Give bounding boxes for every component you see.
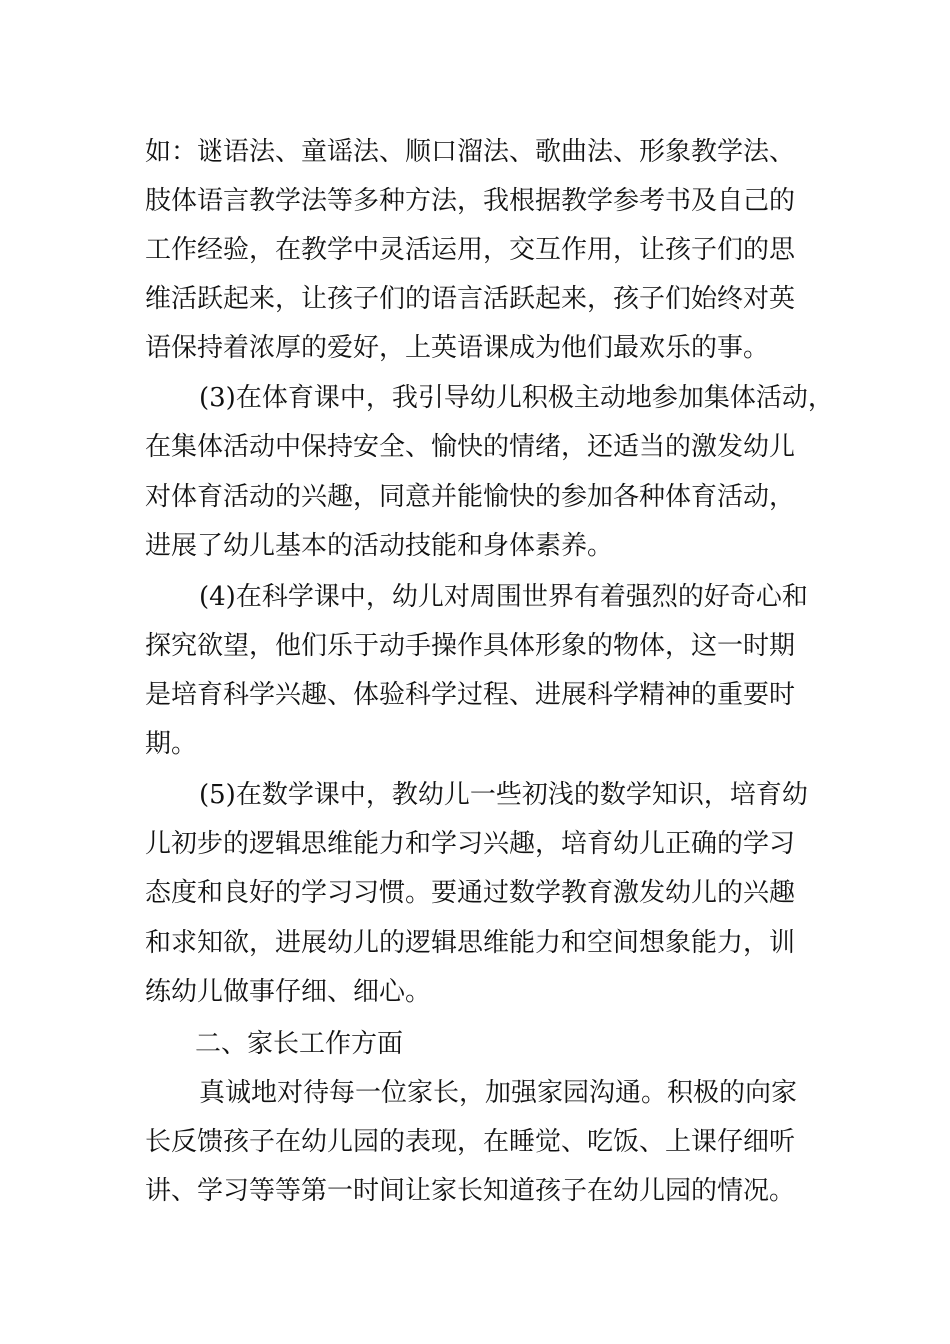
text-line: 对体育活动的兴趣，同意并能愉快的参加各种体育活动， [145, 482, 796, 512]
text-line: 肢体语言教学法等多种方法，我根据教学参考书及自己的 [145, 186, 796, 216]
text-line: 维活跃起来，让孩子们的语言活跃起来，孩子们始终对英 [145, 284, 796, 314]
text-line: 儿初步的逻辑思维能力和学习兴趣，培育幼儿正确的学习 [145, 829, 796, 859]
text-line: 是培育科学兴趣、体验科学过程、进展科学精神的重要时 [145, 680, 796, 710]
text-line: 讲、学习等等第一时间让家长知道孩子在幼儿园的情况。 [145, 1176, 796, 1206]
paragraph-start-line: 真诚地对待每一位家长，加强家园沟通。积极的向家 [199, 1078, 798, 1108]
text-line: 长反馈孩子在幼儿园的表现，在睡觉、吃饭、上课仔细听 [145, 1127, 796, 1157]
text-line: 在集体活动中保持安全、愉快的情绪，还适当的激发幼儿 [145, 432, 796, 462]
section-heading: 二、家长工作方面 [195, 1029, 404, 1059]
text-line: 期。 [145, 729, 198, 759]
text-line: 如：谜语法、童谣法、顺口溜法、歌曲法、形象教学法、 [145, 137, 796, 167]
text-line: 工作经验，在教学中灵活运用，交互作用，让孩子们的思 [145, 235, 796, 265]
text-line: 练幼儿做事仔细、细心。 [145, 977, 432, 1007]
text-line: 进展了幼儿基本的活动技能和身体素养。 [145, 531, 614, 561]
text-line: 语保持着浓厚的爱好，上英语课成为他们最欢乐的事。 [145, 333, 770, 363]
text-line: 和求知欲，进展幼儿的逻辑思维能力和空间想象能力，训 [145, 928, 796, 958]
paragraph-start-line: (4)在科学课中，幼儿对周围世界有着强烈的好奇心和 [199, 582, 808, 612]
text-line: 态度和良好的学习习惯。要通过数学教育激发幼儿的兴趣 [145, 878, 796, 908]
text-line: 探究欲望，他们乐于动手操作具体形象的物体，这一时期 [145, 631, 796, 661]
paragraph-start-line: (3)在体育课中，我引导幼儿积极主动地参加集体活动， [199, 383, 834, 413]
paragraph-start-line: (5)在数学课中，教幼儿一些初浅的数学知识，培育幼 [199, 780, 808, 810]
